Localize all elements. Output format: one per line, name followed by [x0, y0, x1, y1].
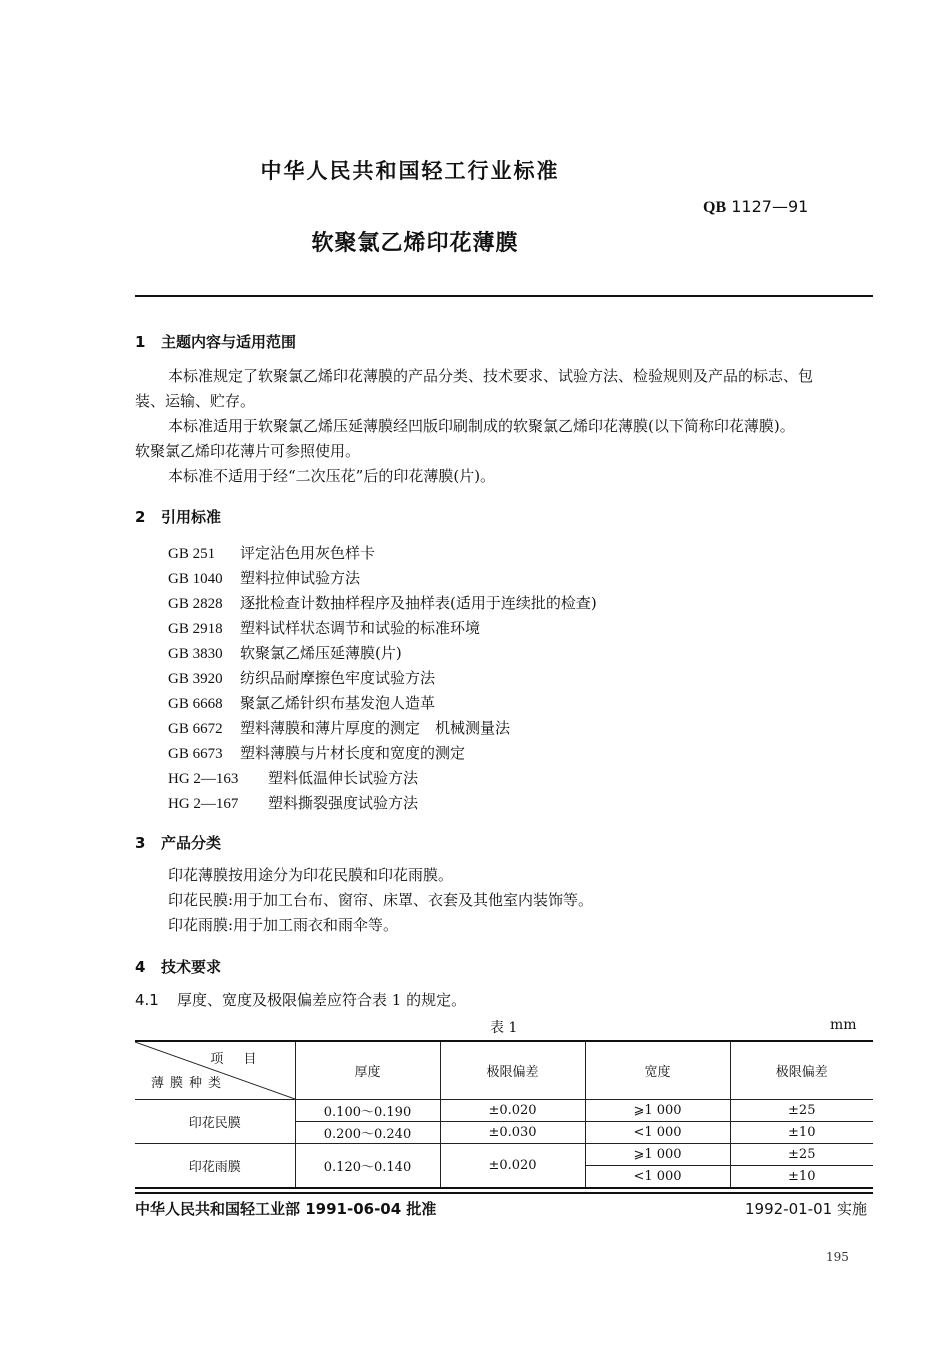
table-caption: 表 1: [490, 1020, 518, 1036]
reference-code: GB 251: [168, 546, 216, 562]
corner-label-item: 项 目: [210, 1052, 265, 1067]
reference-item: [168, 667, 435, 688]
table-row: [135, 1100, 873, 1122]
cell-thickness-tolerance: ±0.030: [440, 1122, 585, 1144]
reference-item: [168, 542, 375, 563]
approval-line: 中华人民共和国轻工业部 1991-06-04 批准: [135, 1200, 437, 1218]
cell-width: ⩾1 000: [585, 1100, 730, 1122]
header-thickness-tolerance: 极限偏差: [440, 1041, 585, 1100]
reference-item: [168, 717, 510, 738]
cell-thickness: 0.120～0.140: [295, 1144, 440, 1189]
reference-item: [168, 767, 418, 788]
standard-category-title: 中华人民共和国轻工行业标准: [260, 159, 560, 183]
section-title: 技术要求: [161, 958, 222, 976]
table-1: [135, 1040, 873, 1189]
reference-name: 塑料试样状态调节和试验的标准环境: [240, 619, 481, 637]
paragraph-line: 本标准不适用于经“二次压花”后的印花薄膜(片)。: [168, 467, 496, 485]
cell-width-tolerance: ±25: [730, 1144, 873, 1166]
section-number: 3: [135, 834, 146, 852]
section-number: 4: [135, 958, 146, 976]
reference-code: HG 2—163: [168, 771, 239, 787]
section-1-heading: [135, 331, 296, 352]
reference-name: 逐批检查计数抽样程序及抽样表(适用于连续批的检查): [240, 594, 597, 612]
reference-code: GB 6672: [168, 721, 223, 737]
row-label-civil: 印花民膜: [135, 1100, 295, 1144]
reference-name: 塑料拉伸试验方法: [240, 569, 361, 587]
paragraph-line: 本标准规定了软聚氯乙烯印花薄膜的产品分类、技术要求、试验方法、检验规则及产品的标志、包: [168, 367, 814, 385]
section-title: 引用标准: [161, 508, 222, 526]
paragraph-line: 本标准适用于软聚氯乙烯压延薄膜经凹版印刷制成的软聚氯乙烯印花薄膜(以下简称印花薄膜)。: [168, 417, 795, 435]
paragraph-line: 装、运输、贮存。: [135, 392, 256, 410]
section-3-heading: [135, 832, 221, 853]
paragraph-line: 印花民膜:用于加工台布、窗帘、床罩、衣套及其他室内装饰等。: [168, 891, 594, 909]
reference-item: [168, 592, 597, 613]
section-2-heading: [135, 506, 221, 527]
standard-prefix: QB: [703, 199, 727, 216]
section-title: 主题内容与适用范围: [161, 333, 297, 351]
cell-width-tolerance: ±10: [730, 1166, 873, 1189]
cell-thickness-tolerance: ±0.020: [440, 1100, 585, 1122]
table-header-row: [135, 1041, 873, 1100]
section-4-heading: [135, 956, 221, 977]
reference-code: GB 6673: [168, 746, 223, 762]
title-divider: [135, 295, 873, 297]
cell-width: <1 000: [585, 1166, 730, 1189]
cell-width: <1 000: [585, 1122, 730, 1144]
reference-name: 塑料撕裂强度试验方法: [268, 794, 419, 812]
cell-width-tolerance: ±25: [730, 1100, 873, 1122]
reference-code: GB 3920: [168, 671, 223, 687]
table-unit: mm: [830, 1017, 857, 1033]
standard-code: [703, 197, 808, 217]
reference-code: GB 1040: [168, 571, 223, 587]
subsection-4-1: [135, 988, 466, 1013]
reference-code: HG 2—167: [168, 796, 239, 812]
reference-item: [168, 792, 418, 813]
cell-width-tolerance: ±10: [730, 1122, 873, 1144]
reference-code: GB 2828: [168, 596, 223, 612]
footer-divider: [135, 1192, 873, 1194]
corner-label-type: 薄膜种类: [151, 1076, 228, 1091]
cell-width: ⩾1 000: [585, 1144, 730, 1166]
reference-code: GB 2918: [168, 621, 223, 637]
reference-item: [168, 742, 465, 763]
cell-thickness-tolerance: ±0.020: [440, 1144, 585, 1189]
section-number: 1: [135, 333, 146, 351]
paragraph-line: 软聚氯乙烯印花薄片可参照使用。: [135, 442, 361, 460]
reference-name: 软聚氯乙烯压延薄膜(片): [240, 644, 402, 662]
section-title: 产品分类: [161, 834, 222, 852]
reference-name: 塑料低温伸长试验方法: [268, 769, 419, 787]
page-number: 195: [826, 1250, 849, 1264]
reference-item: [168, 692, 435, 713]
reference-item: [168, 642, 402, 663]
reference-code: GB 6668: [168, 696, 223, 712]
subsection-number: 4.1: [135, 991, 159, 1009]
cell-thickness: 0.200～0.240: [295, 1122, 440, 1144]
effective-date: 1992-01-01 实施: [745, 1200, 867, 1218]
reference-name: 评定沾色用灰色样卡: [240, 544, 376, 562]
header-thickness: 厚度: [295, 1041, 440, 1100]
reference-item: [168, 567, 360, 588]
reference-name: 塑料薄膜与片材长度和宽度的测定: [240, 744, 466, 762]
paragraph-line: 印花雨膜:用于加工雨衣和雨伞等。: [168, 916, 399, 934]
paragraph-line: 印花薄膜按用途分为印花民膜和印花雨膜。: [168, 866, 454, 884]
subsection-text: 厚度、宽度及极限偏差应符合表 1 的规定。: [177, 991, 467, 1009]
standard-number: 1127—91: [731, 197, 809, 216]
reference-code: GB 3830: [168, 646, 223, 662]
header-width: 宽度: [585, 1041, 730, 1100]
reference-name: 聚氯乙烯针织布基发泡人造革: [240, 694, 436, 712]
reference-name: 纺织品耐摩擦色牢度试验方法: [240, 669, 436, 687]
reference-item: [168, 617, 480, 638]
row-label-rain: 印花雨膜: [135, 1144, 295, 1189]
reference-name: 塑料薄膜和薄片厚度的测定 机械测量法: [240, 719, 511, 737]
cell-thickness: 0.100～0.190: [295, 1100, 440, 1122]
header-width-tolerance: 极限偏差: [730, 1041, 873, 1100]
table-corner-cell: [135, 1041, 295, 1100]
document-title: 软聚氯乙烯印花薄膜: [311, 231, 519, 256]
section-number: 2: [135, 508, 146, 526]
table-row: [135, 1144, 873, 1166]
